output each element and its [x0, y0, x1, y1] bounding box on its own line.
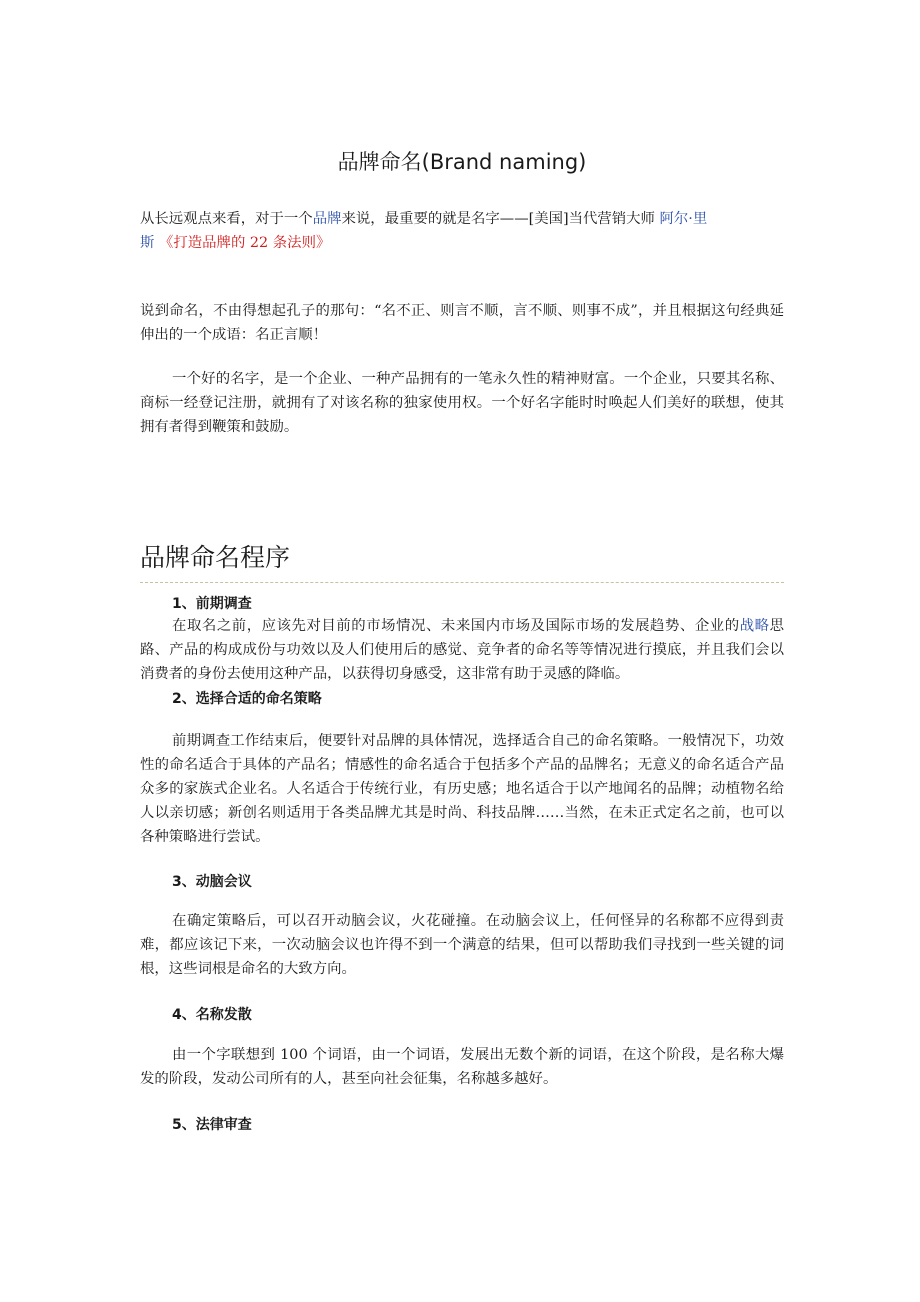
step-3-title: 3、动脑会议 [172, 874, 252, 890]
author-link[interactable]: 阿尔·里 斯 [140, 211, 708, 251]
step-1-title: 1、前期调查 [172, 596, 252, 612]
good-name-paragraph: 一个好的名字，是一个企业、一种产品拥有的一笔永久性的精神财富。一个企业，只要其名称、商标一经登记注册，就拥有了对该名称的独家使用权。一个好名字能时时唤起人们美好的联想，使其拥有者得到鞭策和鼓励。 [140, 371, 784, 435]
quote-paragraph [140, 207, 784, 255]
step-2-title: 2、选择合适的命名策略 [172, 691, 322, 707]
step-1-text: 在取名之前，应该先对目前的市场情况、未来国内市场及国际市场的发展趋势、企业的战略思路、产品的构成成份与功效以及人们使用后的感觉、竞争者的命名等等情况进行摸底，并且我们会以消费者的身份去使用这种产品，以获得切身感受，这非常有助于灵感的降临。 [140, 618, 784, 682]
strategy-link[interactable]: 战略 [739, 618, 770, 634]
book-link[interactable]: 《打造品牌的 22 条法则》 [158, 235, 331, 251]
quote-text-2: 来说，最重要的就是名字——[美国]当代营销大师 [341, 211, 660, 227]
step-3-text: 在确定策略后，可以召开动脑会议，火花碰撞。在动脑会议上，任何怪异的名称都不应得到责难，都应该记下来，一次动脑会议也许得不到一个满意的结果，但可以帮助我们寻找到一些关键的词根，这些词根是命名的大致方向。 [140, 913, 784, 977]
page-title: 品牌命名(Brand naming) [337, 150, 587, 174]
section-heading: 品牌命名程序 [140, 543, 291, 572]
brand-link[interactable]: 品牌 [312, 211, 342, 227]
step-5-title: 5、法律审查 [172, 1117, 252, 1133]
step-4-title: 4、名称发散 [172, 1007, 252, 1023]
confucius-paragraph: 说到命名，不由得想起孔子的那句：“名不正、则言不顺，言不顺、则事不成”，并且根据这句经典延伸出的一个成语：名正言顺！ [140, 303, 784, 343]
step-4-text: 由一个字联想到 100 个词语，由一个词语，发展出无数个新的词语，在这个阶段，是名称大爆发的阶段，发动公司所有的人，甚至向社会征集，名称越多越好。 [140, 1047, 784, 1087]
quote-text-1: 从长远观点来看，对于一个 [140, 211, 313, 227]
step-2-text: 前期调查工作结束后，便要针对品牌的具体情况，选择适合自己的命名策略。一般情况下，功效性的命名适合于具体的产品名；情感性的命名适合于包括多个产品的品牌名；无意义的命名适合产品众多的家族式企业名。人名适合于传统行业，有历史感；地名适合于以产地闻名的品牌；动植物名给人以亲切感；新创名则适用于各类品牌尤其是时尚、科技品牌……当然，在未正式定名之前，也可以各种策略进行尝试。 [140, 733, 784, 845]
section-divider [140, 582, 784, 583]
